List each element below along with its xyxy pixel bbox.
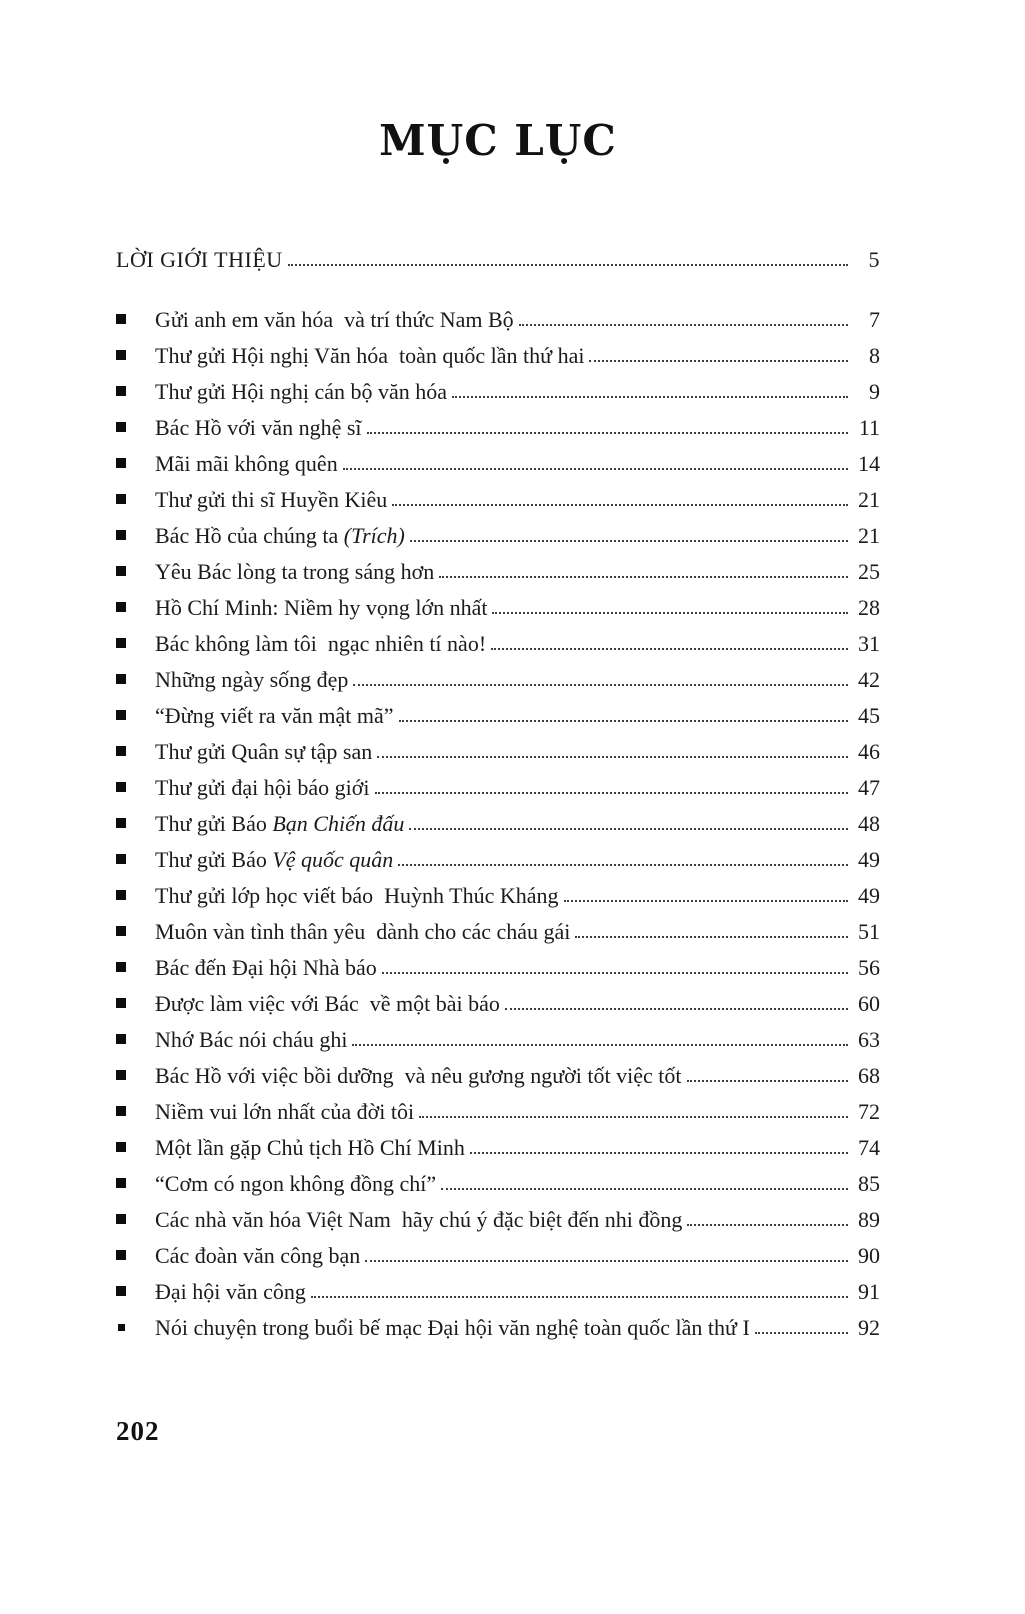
- toc-entry-page-number: 89: [858, 1207, 880, 1232]
- dot-leader: [589, 360, 848, 362]
- square-bullet-icon: [116, 746, 126, 756]
- square-bullet-icon: [116, 710, 126, 720]
- toc-entry-page-number: 31: [858, 631, 880, 656]
- toc-entry-label: [155, 955, 377, 981]
- dot-leader: [575, 936, 848, 938]
- toc-entry-page-number: 49: [858, 847, 880, 872]
- square-bullet-icon: [116, 1286, 126, 1296]
- toc-entry-page-number: 90: [858, 1243, 880, 1268]
- toc-entry-page-number: 11: [858, 415, 880, 440]
- toc-entry-label: [155, 667, 348, 693]
- bullet-cell: [116, 857, 155, 867]
- bullet-cell: [116, 1001, 155, 1011]
- toc-entry-page-number: 14: [858, 451, 880, 476]
- toc-entry-label: [155, 1099, 414, 1125]
- bullet-cell: [116, 389, 155, 399]
- bullet-cell: [116, 1037, 155, 1047]
- dot-leader: [392, 504, 848, 506]
- toc-entry-label-text: Hồ Chí Minh: Niềm hy vọng lớn nhất: [155, 595, 488, 620]
- toc-entry-row: [116, 811, 880, 847]
- toc-entry-row: [116, 991, 880, 1027]
- toc-entry-page-number: 21: [858, 487, 880, 512]
- toc-entry-row: [116, 1063, 880, 1099]
- toc-entry-label-text: Các nhà văn hóa Việt Nam hãy chú ý đặc biệt đến nhi đồng: [155, 1207, 683, 1232]
- toc-entry-label-text: Bác đến Đại hội Nhà báo: [155, 955, 377, 980]
- toc-intro-page-number: 5: [868, 247, 880, 272]
- toc-list: [116, 247, 880, 1351]
- toc-entry-label-text: Thư gửi lớp học viết báo Huỳnh Thúc Kháng: [155, 883, 559, 908]
- dot-leader: [367, 432, 848, 434]
- toc-entry-page-number: 47: [858, 775, 880, 800]
- toc-entry-label: [155, 595, 487, 621]
- toc-entry-row: [116, 523, 880, 559]
- square-bullet-icon: [116, 1142, 126, 1152]
- square-bullet-icon: [118, 1324, 125, 1331]
- toc-entry-row: [116, 739, 880, 775]
- toc-entry-label-text: Những ngày sống đẹp: [155, 667, 349, 692]
- toc-entry-label-text: Nói chuyện trong buổi bế mạc Đại hội văn nghệ toàn quốc lần thứ I: [155, 1315, 750, 1340]
- square-bullet-icon: [116, 602, 126, 612]
- bullet-cell: [116, 893, 155, 903]
- toc-entry-label: [155, 631, 486, 657]
- dot-leader: [375, 792, 848, 794]
- dot-leader: [519, 324, 848, 326]
- toc-entry-row: [116, 703, 880, 739]
- toc-entry-label: [155, 703, 394, 729]
- toc-entries: [116, 307, 880, 1351]
- toc-entry-row: [116, 1135, 880, 1171]
- toc-entry-label-text: Thư gửi Hội nghị Văn hóa toàn quốc lần thứ hai: [155, 343, 585, 368]
- toc-entry-label-italic: (Trích): [343, 523, 405, 548]
- toc-entry-row: [116, 1099, 880, 1135]
- toc-entry-row: [116, 1027, 880, 1063]
- toc-entry-label-text: Gửi anh em văn hóa và trí thức Nam Bộ: [155, 307, 514, 332]
- toc-entry-row: [116, 1279, 880, 1315]
- toc-entry-label-text: Mãi mãi không quên: [155, 451, 338, 476]
- square-bullet-icon: [116, 638, 126, 648]
- dot-leader: [377, 756, 848, 758]
- bullet-cell: [116, 533, 155, 543]
- toc-entry-label-text: Thư gửi thi sĩ Huyền Kiêu: [155, 487, 388, 512]
- toc-entry-page-number: 21: [858, 523, 880, 548]
- square-bullet-icon: [116, 854, 126, 864]
- dot-leader: [409, 828, 848, 830]
- toc-entry-row: [116, 883, 880, 919]
- toc-entry-label: [155, 1243, 360, 1269]
- dot-leader: [399, 720, 848, 722]
- toc-entry-page-number: 28: [858, 595, 880, 620]
- square-bullet-icon: [116, 530, 126, 540]
- bullet-cell: [116, 497, 155, 507]
- bullet-cell: [116, 1217, 155, 1227]
- toc-intro-label: LỜI GIỚI THIỆU: [116, 247, 283, 272]
- dot-leader: [492, 612, 848, 614]
- toc-entry-row: [116, 559, 880, 595]
- toc-entry-page-number: 7: [869, 307, 880, 332]
- dot-leader: [491, 648, 848, 650]
- toc-entry-label-text: Một lần gặp Chủ tịch Hồ Chí Minh: [155, 1135, 465, 1160]
- dot-leader: [452, 396, 848, 398]
- footer-page-number: 202: [116, 1416, 160, 1446]
- dot-leader: [365, 1260, 848, 1262]
- bullet-cell: [116, 713, 155, 723]
- dot-leader: [687, 1224, 848, 1226]
- toc-entry-label-text: Bác Hồ với văn nghệ sĩ: [155, 415, 362, 440]
- square-bullet-icon: [116, 1034, 126, 1044]
- toc-entry-label: [155, 991, 500, 1017]
- toc-entry-page-number: 8: [869, 343, 880, 368]
- toc-entry-label-italic: Bạn Chiến đấu: [272, 811, 405, 836]
- toc-entry-row: [116, 1171, 880, 1207]
- toc-entry-page-number: 25: [858, 559, 880, 584]
- toc-entry-label: [155, 1027, 347, 1053]
- toc-entry-label-text: Thư gửi Quân sự tập san: [155, 739, 373, 764]
- square-bullet-icon: [116, 458, 126, 468]
- toc-entry-page-number: 56: [858, 955, 880, 980]
- toc-entry-label-text: Thư gửi Báo: [155, 847, 273, 872]
- dot-leader: [441, 1188, 848, 1190]
- toc-entry-label: [155, 883, 559, 909]
- toc-entry-page-number: 68: [858, 1063, 880, 1088]
- dot-leader: [288, 264, 848, 266]
- toc-entry-row: [116, 1207, 880, 1243]
- square-bullet-icon: [116, 926, 126, 936]
- toc-entry-page-number: 49: [858, 883, 880, 908]
- square-bullet-icon: [116, 350, 126, 360]
- toc-entry-label-text: Thư gửi đại hội báo giới: [155, 775, 370, 800]
- dot-leader: [343, 468, 848, 470]
- bullet-cell: [116, 1145, 155, 1155]
- toc-entry-page-number: 72: [858, 1099, 880, 1124]
- toc-entry-page-number: 92: [858, 1315, 880, 1340]
- square-bullet-icon: [116, 674, 126, 684]
- toc-entry-label-text: Thư gửi Báo: [155, 811, 273, 836]
- toc-entry-label-text: Được làm việc với Bác về một bài báo: [155, 991, 500, 1016]
- toc-entry-page-number: 45: [858, 703, 880, 728]
- dot-leader: [419, 1116, 848, 1118]
- page-title: MỤC LỤC: [379, 116, 617, 165]
- dot-leader: [439, 576, 848, 578]
- toc-entry-label: [155, 451, 338, 477]
- toc-entry-row: [116, 415, 880, 451]
- toc-entry-label: [155, 919, 570, 945]
- square-bullet-icon: [116, 566, 126, 576]
- toc-entry-row: [116, 919, 880, 955]
- toc-entry-page-number: 42: [858, 667, 880, 692]
- square-bullet-icon: [116, 1106, 126, 1116]
- bullet-cell: [116, 1109, 155, 1119]
- toc-entry-row: [116, 955, 880, 991]
- toc-entry-row: [116, 379, 880, 415]
- bullet-cell: [116, 317, 155, 327]
- toc-entry-row: [116, 1243, 880, 1279]
- bullet-cell: [116, 461, 155, 471]
- toc-entry-row: [116, 1315, 880, 1351]
- dot-leader: [687, 1080, 849, 1082]
- bullet-cell: [116, 569, 155, 579]
- toc-entry-label-text: Bác không làm tôi ngạc nhiên tí nào!: [155, 631, 487, 656]
- toc-entry-label: [155, 811, 404, 837]
- dot-leader: [382, 972, 848, 974]
- square-bullet-icon: [116, 422, 126, 432]
- dot-leader: [352, 1044, 848, 1046]
- toc-entry-row: [116, 847, 880, 883]
- toc-entry-label: [155, 1207, 682, 1233]
- toc-entry-label-text: Nhớ Bác nói cháu ghi: [155, 1027, 348, 1052]
- bullet-cell: [116, 965, 155, 975]
- square-bullet-icon: [116, 782, 126, 792]
- square-bullet-icon: [116, 998, 126, 1008]
- dot-leader: [470, 1152, 848, 1154]
- bullet-cell: [116, 785, 155, 795]
- toc-entry-page-number: 46: [858, 739, 880, 764]
- toc-entry-label: [155, 739, 372, 765]
- toc-entry-label-text: Muôn vàn tình thân yêu dành cho các cháu gái: [155, 919, 571, 944]
- bullet-cell: [116, 929, 155, 939]
- bullet-cell: [116, 749, 155, 759]
- bullet-cell: [116, 641, 155, 651]
- toc-entry-label: [155, 1315, 750, 1341]
- bullet-cell: [116, 425, 155, 435]
- bullet-cell: [116, 677, 155, 687]
- square-bullet-icon: [116, 1070, 126, 1080]
- bullet-cell: [116, 1181, 155, 1191]
- dot-leader: [398, 864, 848, 866]
- bullet-cell: [116, 1328, 155, 1335]
- toc-entry-label-text: Bác Hồ của chúng ta: [155, 523, 344, 548]
- square-bullet-icon: [116, 494, 126, 504]
- toc-entry-label: [155, 307, 514, 333]
- toc-entry-page-number: 63: [858, 1027, 880, 1052]
- toc-entry-label-text: Các đoàn văn công bạn: [155, 1243, 361, 1268]
- toc-entry-row: [116, 775, 880, 811]
- toc-entry-row: [116, 451, 880, 487]
- square-bullet-icon: [116, 386, 126, 396]
- toc-entry-page-number: 51: [858, 919, 880, 944]
- toc-entry-page-number: 48: [858, 811, 880, 836]
- toc-entry-label-text: Bác Hồ với việc bồi dưỡng và nêu gương người tốt việc tốt: [155, 1063, 682, 1088]
- square-bullet-icon: [116, 314, 126, 324]
- square-bullet-icon: [116, 962, 126, 972]
- toc-entry-label: [155, 523, 405, 549]
- bullet-cell: [116, 1253, 155, 1263]
- toc-entry-label: [155, 559, 434, 585]
- toc-entry-label-text: Niềm vui lớn nhất của đời tôi: [155, 1099, 415, 1124]
- toc-entry-row: [116, 343, 880, 379]
- dot-leader: [564, 900, 848, 902]
- toc-entry-label: [155, 1279, 306, 1305]
- toc-entry-row: [116, 631, 880, 667]
- square-bullet-icon: [116, 1178, 126, 1188]
- toc-entry-row: [116, 307, 880, 343]
- square-bullet-icon: [116, 890, 126, 900]
- bullet-cell: [116, 605, 155, 615]
- toc-entry-row: [116, 487, 880, 523]
- toc-entry-page-number: 91: [858, 1279, 880, 1304]
- toc-entry-label: [155, 343, 584, 369]
- toc-entry-page-number: 85: [858, 1171, 880, 1196]
- dot-leader: [353, 684, 848, 686]
- toc-entry-label: [155, 379, 447, 405]
- toc-entry-label: [155, 1135, 465, 1161]
- toc-entry-label: [155, 1063, 682, 1089]
- dot-leader: [410, 540, 848, 542]
- toc-entry-page-number: 60: [858, 991, 880, 1016]
- bullet-cell: [116, 1289, 155, 1299]
- toc-entry-page-number: 74: [858, 1135, 880, 1160]
- toc-intro-row: [116, 247, 880, 283]
- bullet-cell: [116, 821, 155, 831]
- dot-leader: [755, 1332, 848, 1334]
- toc-entry-label: [155, 775, 370, 801]
- bullet-cell: [116, 353, 155, 363]
- toc-entry-label-text: Thư gửi Hội nghị cán bộ văn hóa: [155, 379, 448, 404]
- toc-entry-label: [155, 1171, 436, 1197]
- toc-entry-label: [155, 415, 362, 441]
- bullet-cell: [116, 1073, 155, 1083]
- toc-entry-row: [116, 595, 880, 631]
- toc-entry-label-italic: Vệ quốc quân: [272, 847, 394, 872]
- toc-entry-label-text: “Cơm có ngon không đồng chí”: [155, 1171, 437, 1196]
- toc-entry-row: [116, 667, 880, 703]
- toc-entry-label: [155, 847, 393, 873]
- toc-entry-label-text: Yêu Bác lòng ta trong sáng hơn: [155, 559, 435, 584]
- dot-leader: [505, 1008, 848, 1010]
- square-bullet-icon: [116, 1214, 126, 1224]
- toc-entry-label-text: “Đừng viết ra văn mật mã”: [155, 703, 394, 728]
- toc-entry-label: [155, 487, 387, 513]
- square-bullet-icon: [116, 1250, 126, 1260]
- square-bullet-icon: [116, 818, 126, 828]
- toc-entry-page-number: 9: [869, 379, 880, 404]
- toc-entry-label-text: Đại hội văn công: [155, 1279, 306, 1304]
- dot-leader: [311, 1296, 848, 1298]
